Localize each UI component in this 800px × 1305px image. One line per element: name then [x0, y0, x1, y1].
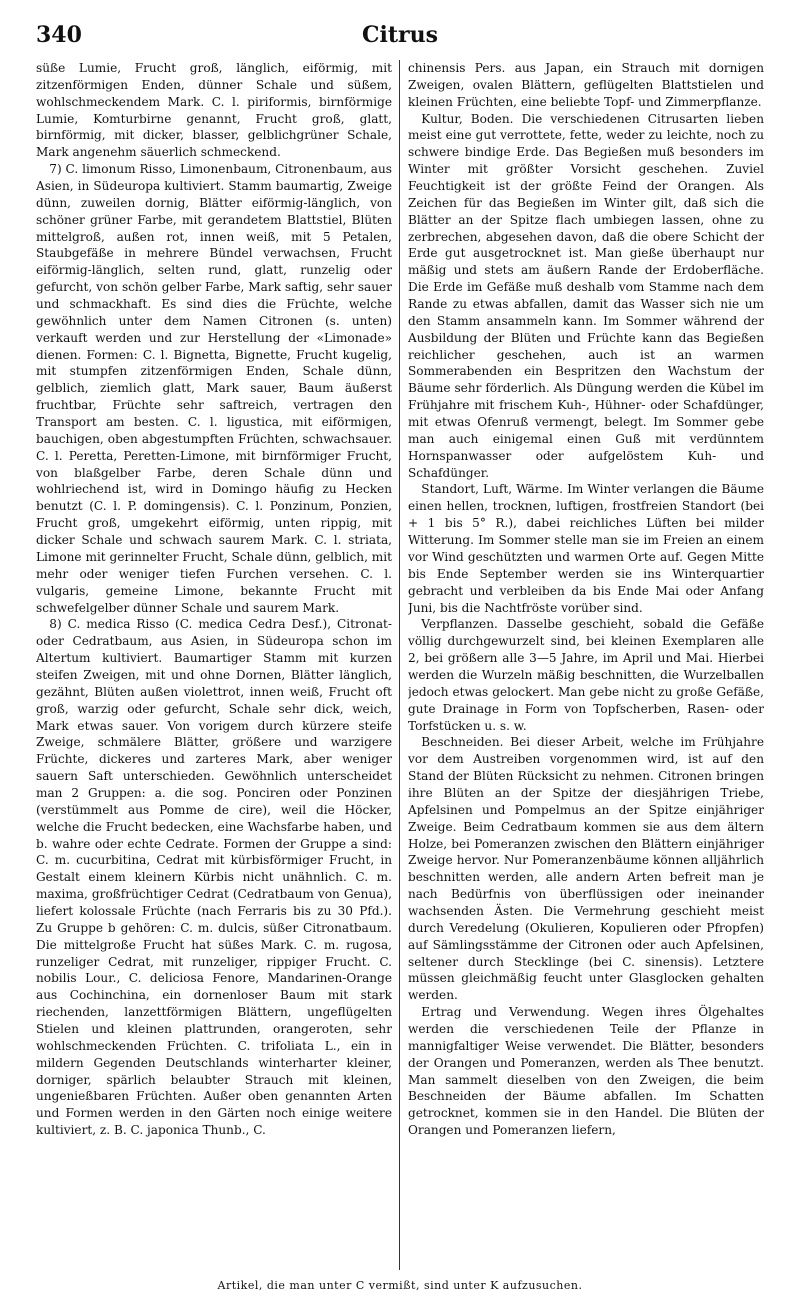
paragraph: chinensis Pers. aus Japan, ein Strauch mit dornigen Zweigen, ovalen Blättern, geflügelten Blattstielen und kleinen Früchten, eine beliebte Topf- und Zimmerpflanze. [408, 61, 764, 109]
paragraph: Ertrag und Verwendung. Wegen ihres Ölgehaltes werden die verschiedenen Teile der Pflanze in mannigfaltiger Weise verwendet. Die Blätter, besonders der Orangen und Pomeranzen, werden als Thee benutzt. Man sammelt dieselben von den Zweigen, die beim Beschneiden der Bäume abfallen. Im Schatten getrocknet, kommen sie in den Handel. Die Blüten der Orangen und Pomeranzen liefern, [408, 1005, 764, 1138]
paragraph: Verpflanzen. Dasselbe geschieht, sobald die Gefäße völlig durchgewurzelt sind, bei kleinen Exemplaren alle 2, bei größern alle 3—5 Jahre, im April und Mai. Hierbei werden die Wurzeln mäßig beschnitten, die Wurzelballen jedoch etwas gelockert. Man gebe nicht zu große Gefäße, gute Drainage in Form von Topfscherben, Rasen- oder Torfstücken u. s. w. [408, 617, 764, 733]
page-header [36, 22, 764, 52]
page-number: 340 [36, 22, 82, 48]
paragraph: süße Lumie, Frucht groß, länglich, eiförmig, mit zitzenförmigen Enden, dünner Schale und süßem, wohlschmeckendem Mark. C. l. piriformis, birnförmige Lumie, Komturbirne genannt, Frucht groß, glatt, birnförmig, mit dicker, blasser, gelblichgrüner Schale, Mark angenehm säuerlich schmeckend. [36, 61, 392, 160]
left-column [36, 60, 392, 1270]
paragraph: Standort, Luft, Wärme. Im Winter verlangen die Bäume einen hellen, trocknen, luftigen, frostfreien Standort (bei + 1 bis 5° R.), dabei reichliches Lüften bei milder Witterung. Im Sommer stelle man sie im Freien an einem vor Wind geschützten und warmen Orte auf. Gegen Mitte bis Ende September werden sie ins Winterquartier gebracht und verbleiben da bis Ende Mai oder Anfang Juni, bis die Nachtfröste vorüber sind. [408, 482, 764, 615]
column-divider [399, 60, 400, 1270]
paragraph: Kultur, Boden. Die verschiedenen Citrusarten lieben meist eine gut verrottete, fette, weder zu leichte, noch zu schwere bindige Erde. Das Begießen muß besonders im Winter mit größter Vorsicht geschehen. Zuviel Feuchtigkeit ist der größte Feind der Orangen. Als Zeichen für das Begießen im Winter gilt, daß sich die Blätter an der Spitze flach umbiegen lassen, ohne zu zerbrechen, abgesehen davon, daß die obere Schicht der Erde gut ausgetrocknet ist. Man gieße überhaupt nur mäßig und stets am äußern Rande der Erdoberfläche. Die Erde im Gefäße muß deshalb vom Stamme nach dem Rande zu etwas abfallen, damit das Wasser sich nie um den Stamm ansammeln kann. Im Sommer während der Ausbildung der Blüten und Früchte kann das Begießen reichlicher geschehen, auch ist an warmen Sommerabenden ein Bespritzen den Wachstum der Bäume sehr förderlich. Als Düngung werden die Kübel im Frühjahre mit frischem Kuh-, Hühner- oder Schafdünger, mit etwas Ofenruß vermengt, belegt. Im Sommer gebe man auch einigemal einen Guß mit verdünntem Hornspanwasser oder aufgelöstem Kuh- und Schafdünger. [408, 111, 764, 480]
text-columns [36, 60, 764, 1270]
page-footer-note: Artikel, die man unter C vermißt, sind unter K aufzusuchen. [217, 1279, 583, 1292]
running-title: Citrus [361, 22, 438, 48]
paragraph: Beschneiden. Bei dieser Arbeit, welche im Frühjahre vor dem Austreiben vorgenommen wird, ist auf den Stand der Blüten Rücksicht zu nehmen. Citronen bringen ihre Blüten an der Spitze der diesjährigen Triebe, Apfelsinen und Pompelmus an der Spitze einjähriger Zweige. Beim Cedratbaum kommen sie aus dem ältern Holze, bei Pomeranzen zwischen den Blättern einjähriger Zweige hervor. Nur Pomeranzenbäume können alljährlich beschnitten werden, alle andern Arten befreit man je nach Bedürfnis von überflüssigen oder ineinander wachsenden Ästen. Die Vermehrung geschieht meist durch Veredelung (Okulieren, Kopulieren oder Pfropfen) auf Sämlingsstämme der Citronen oder auch Apfelsinen, seltener durch Stecklinge (bei C. sinensis). Letztere müssen gleichmäßig feucht unter Glasglocken gehalten werden. [408, 735, 764, 1003]
paragraph: 7) C. limonum Risso, Limonenbaum, Citronenbaum, aus Asien, in Südeuropa kultiviert. Stamm baumartig, Zweige dünn, zuweilen dornig, Blätter eiförmig-länglich, von schöner grüner Farbe, mit gerandetem Blattstiel, Blüten mittelgroß, außen rot, innen weiß, mit 5 Petalen, Staubgefäße in mehrere Bündel verwachsen, Frucht eiförmig-länglich, selten rund, glatt, runzelig oder gefurcht, von schön gelber Farbe, Mark saftig, sehr sauer und schmackhaft. Es sind dies die Früchte, welche gewöhnlich unter dem Namen Citronen (s. unten) verkauft werden und zur Herstellung der «Limonade» dienen. Formen: C. l. Bignetta, Bignette, Frucht kugelig, mit stumpfen zitzenförmigen Enden, Schale dünn, gelblich, ziemlich glatt, Mark sauer, Baum äußerst fruchtbar, Früchte sehr saftreich, vertragen den Transport am besten. C. l. ligustica, mit eiförmigen, bauchigen, oben abgestumpften Früchten, schwachsauer. C. l. Peretta, Peretten-Limone, mit birnförmiger Frucht, von blaßgelber Farbe, deren Schale dünn und wohlriechend ist, wird in Domingo häufig zu Hecken benutzt (C. l. P. domingensis). C. l. Ponzinum, Ponzien, Frucht groß, umgekehrt eiförmig, unten rippig, mit dicker Schale und schwach saurem Mark. C. l. striata, Limone mit gerinnelter Frucht, Schale dünn, gelblich, mit mehr oder weniger tiefen Furchen versehen. C. l. vulgaris, gemeine Limone, bekannte Frucht mit schwefelgelber dünner Schale und saurem Mark. [36, 162, 392, 615]
paragraph: 8) C. medica Risso (C. medica Cedra Desf.), Citronat- oder Cedratbaum, aus Asien, in Südeuropa schon im Altertum kultiviert. Baumartiger Stamm mit kurzen steifen Zweigen, mit und ohne Dornen, Blätter länglich, gezähnt, Blüten außen violettrot, innen weiß, Frucht oft groß, warzig oder gefurcht, Schale sehr dick, weich, Mark etwas sauer. Von vorigem durch kürzere steife Zweige, schmälere Blätter, größere und warzigere Früchte, dickeres und zarteres Mark, aber weniger sauern Saft unterschieden. Gewöhnlich unterscheidet man 2 Gruppen: a. die sog. Ponciren oder Ponzinen (verstümmelt aus Pomme de cire), weil die Höcker, welche die Frucht bedecken, eine Wachsfarbe haben, und b. wahre oder echte Cedrate. Formen der Gruppe a sind: C. m. cucurbitina, Cedrat mit kürbisförmiger Frucht, in Gestalt einem kleinern Kürbis nicht unähnlich. C. m. maxima, großfrüchtiger Cedrat (Cedratbaum von Genua), liefert kolossale Früchte (nach Ferraris bis zu 30 Pfd.). Zu Gruppe b gehören: C. m. dulcis, süßer Citronatbaum. Die mittelgroße Frucht hat süßes Mark. C. m. rugosa, runzeliger Cedrat, mit runzeliger, rippiger Frucht. C. nobilis Lour., C. deliciosa Fenore, Mandarinen-Orange aus Cochinchina, ein dornenloser Baum mit stark riechenden, lanzettförmigen Blättern, ungeflügelten Stielen und kleinen plattrunden, orangeroten, sehr wohlschmeckenden Früchten. C. trifoliata L., ein in mildern Gegenden Deutschlands winterharter kleiner, dorniger, spärlich belaubter Strauch mit kleinen, ungenießbaren Früchten. Außer oben genannten Arten und Formen werden in den Gärten noch einige weitere kultiviert, z. B. C. japonica Thunb., C. [36, 617, 392, 1138]
right-column [408, 60, 764, 1270]
